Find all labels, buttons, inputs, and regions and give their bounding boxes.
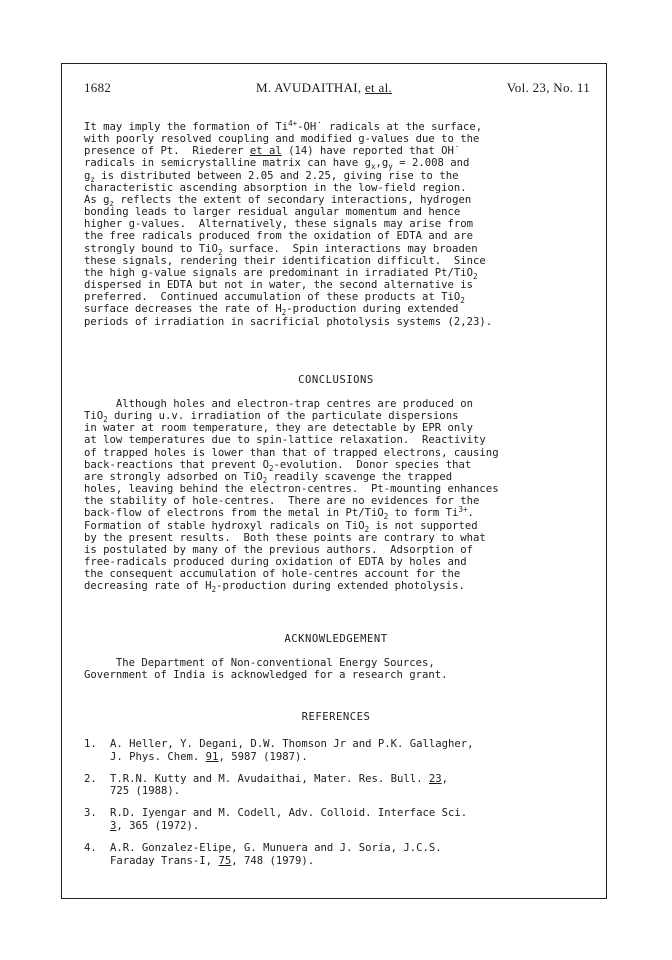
- running-header: [84, 80, 590, 98]
- acknowledgement-heading: ACKNOWLEDGEMENT: [284, 633, 388, 645]
- discussion-paragraph: It may imply the formation of $Ti^{4+}-OH˙$ radicals at the surface, with poorly resolved coupling and modified g-values due to the presence of Pt. Riederer et al (14) have reported that OH˙ radicals in semicrystalline matrix can have $g_x,g_y = 2.008$ and $g_z$ is distributed between 2.05 and 2.25, giving rise to the characteristic ascending absorption in the low-field region. As $g_z$ reflects the extent of secondary interactions, hydrogen bonding leads to larger residual angular momentum and hence higher g-values. Alternatively, these signals may arise from the free radicals produced from the oxidation of EDTA and are strongly bound to TiO$_2$ surface. Spin interactions may broaden these signals, rendering their identification difficult. Since the high g-value signals are predominant in irradiated Pt/TiO$_2$ dispersed in EDTA but not in water, the second alternative is preferred. Continued accumulation of these products at TiO$_2$ surface decreases the rate of $H_2$-production during extended periods of irradiation in sacrificial photolysis systems (2,23).: [84, 119, 493, 328]
- conclusions-heading: CONCLUSIONS: [298, 374, 374, 386]
- references-list: [84, 738, 474, 877]
- page-number: 1682: [84, 80, 112, 95]
- volume-issue: Vol. 23, No. 11: [506, 80, 590, 95]
- reference-item: 2. T.R.N. Kutty and M. Avudaithai, Mater. Res. Bull. 23, 725 (1988).: [84, 772, 449, 798]
- references-heading: REFERENCES: [301, 711, 371, 723]
- reference-item: 1. A. Heller, Y. Degani, D.W. Thomson Jr and P.K. Gallagher, J. Phys. Chem. 91, 5987 (1987).: [84, 738, 474, 763]
- acknowledgement-paragraph: The Department of Non-conventional Energy Sources, Government of India is acknowledged for a research grant.: [84, 657, 448, 682]
- running-authors: M. AVUDAITHAI, et al.: [256, 80, 393, 95]
- conclusions-paragraph: Although holes and electron-trap centres are produced on TiO$_2$ during u.v. irradiation of the particulate dispersions in water at room temperature, they are detectable by EPR only at low temperatures due to spin-lattice relaxation. Reactivity of trapped holes is lower than that of trapped electrons, causing back-reactions that prevent $O_2$-evolution. Donor species that are strongly adsorbed on TiO$_2$ readily scavenge the trapped holes, leaving behind the electron-centres. Pt-mounting enhances the stability of hole-centres. There are no evidences for the back-flow of electrons from the metal in Pt/TiO$_2$ to form $Ti^{3+}$. Formation of stable hydroxyl radicals on TiO$_2$ is not supported by the present results. Both these points are contrary to what is postulated by many of the previous authors. Adsorption of free-radicals produced during oxidation of EDTA by holes and the consequent accumulation of hole-centres account for the decreasing rate of $H_2$-production during extended photolysis.: [84, 398, 499, 595]
- reference-item: 3. R.D. Iyengar and M. Codell, Adv. Colloid. Interface Sci. 3, 365 (1972).: [84, 807, 468, 832]
- reference-item: 4. A.R. Gonzalez-Elipe, G. Munuera and J. Soria, J.C.S. Faraday Trans-I, 75, 748 (1979).: [84, 842, 442, 867]
